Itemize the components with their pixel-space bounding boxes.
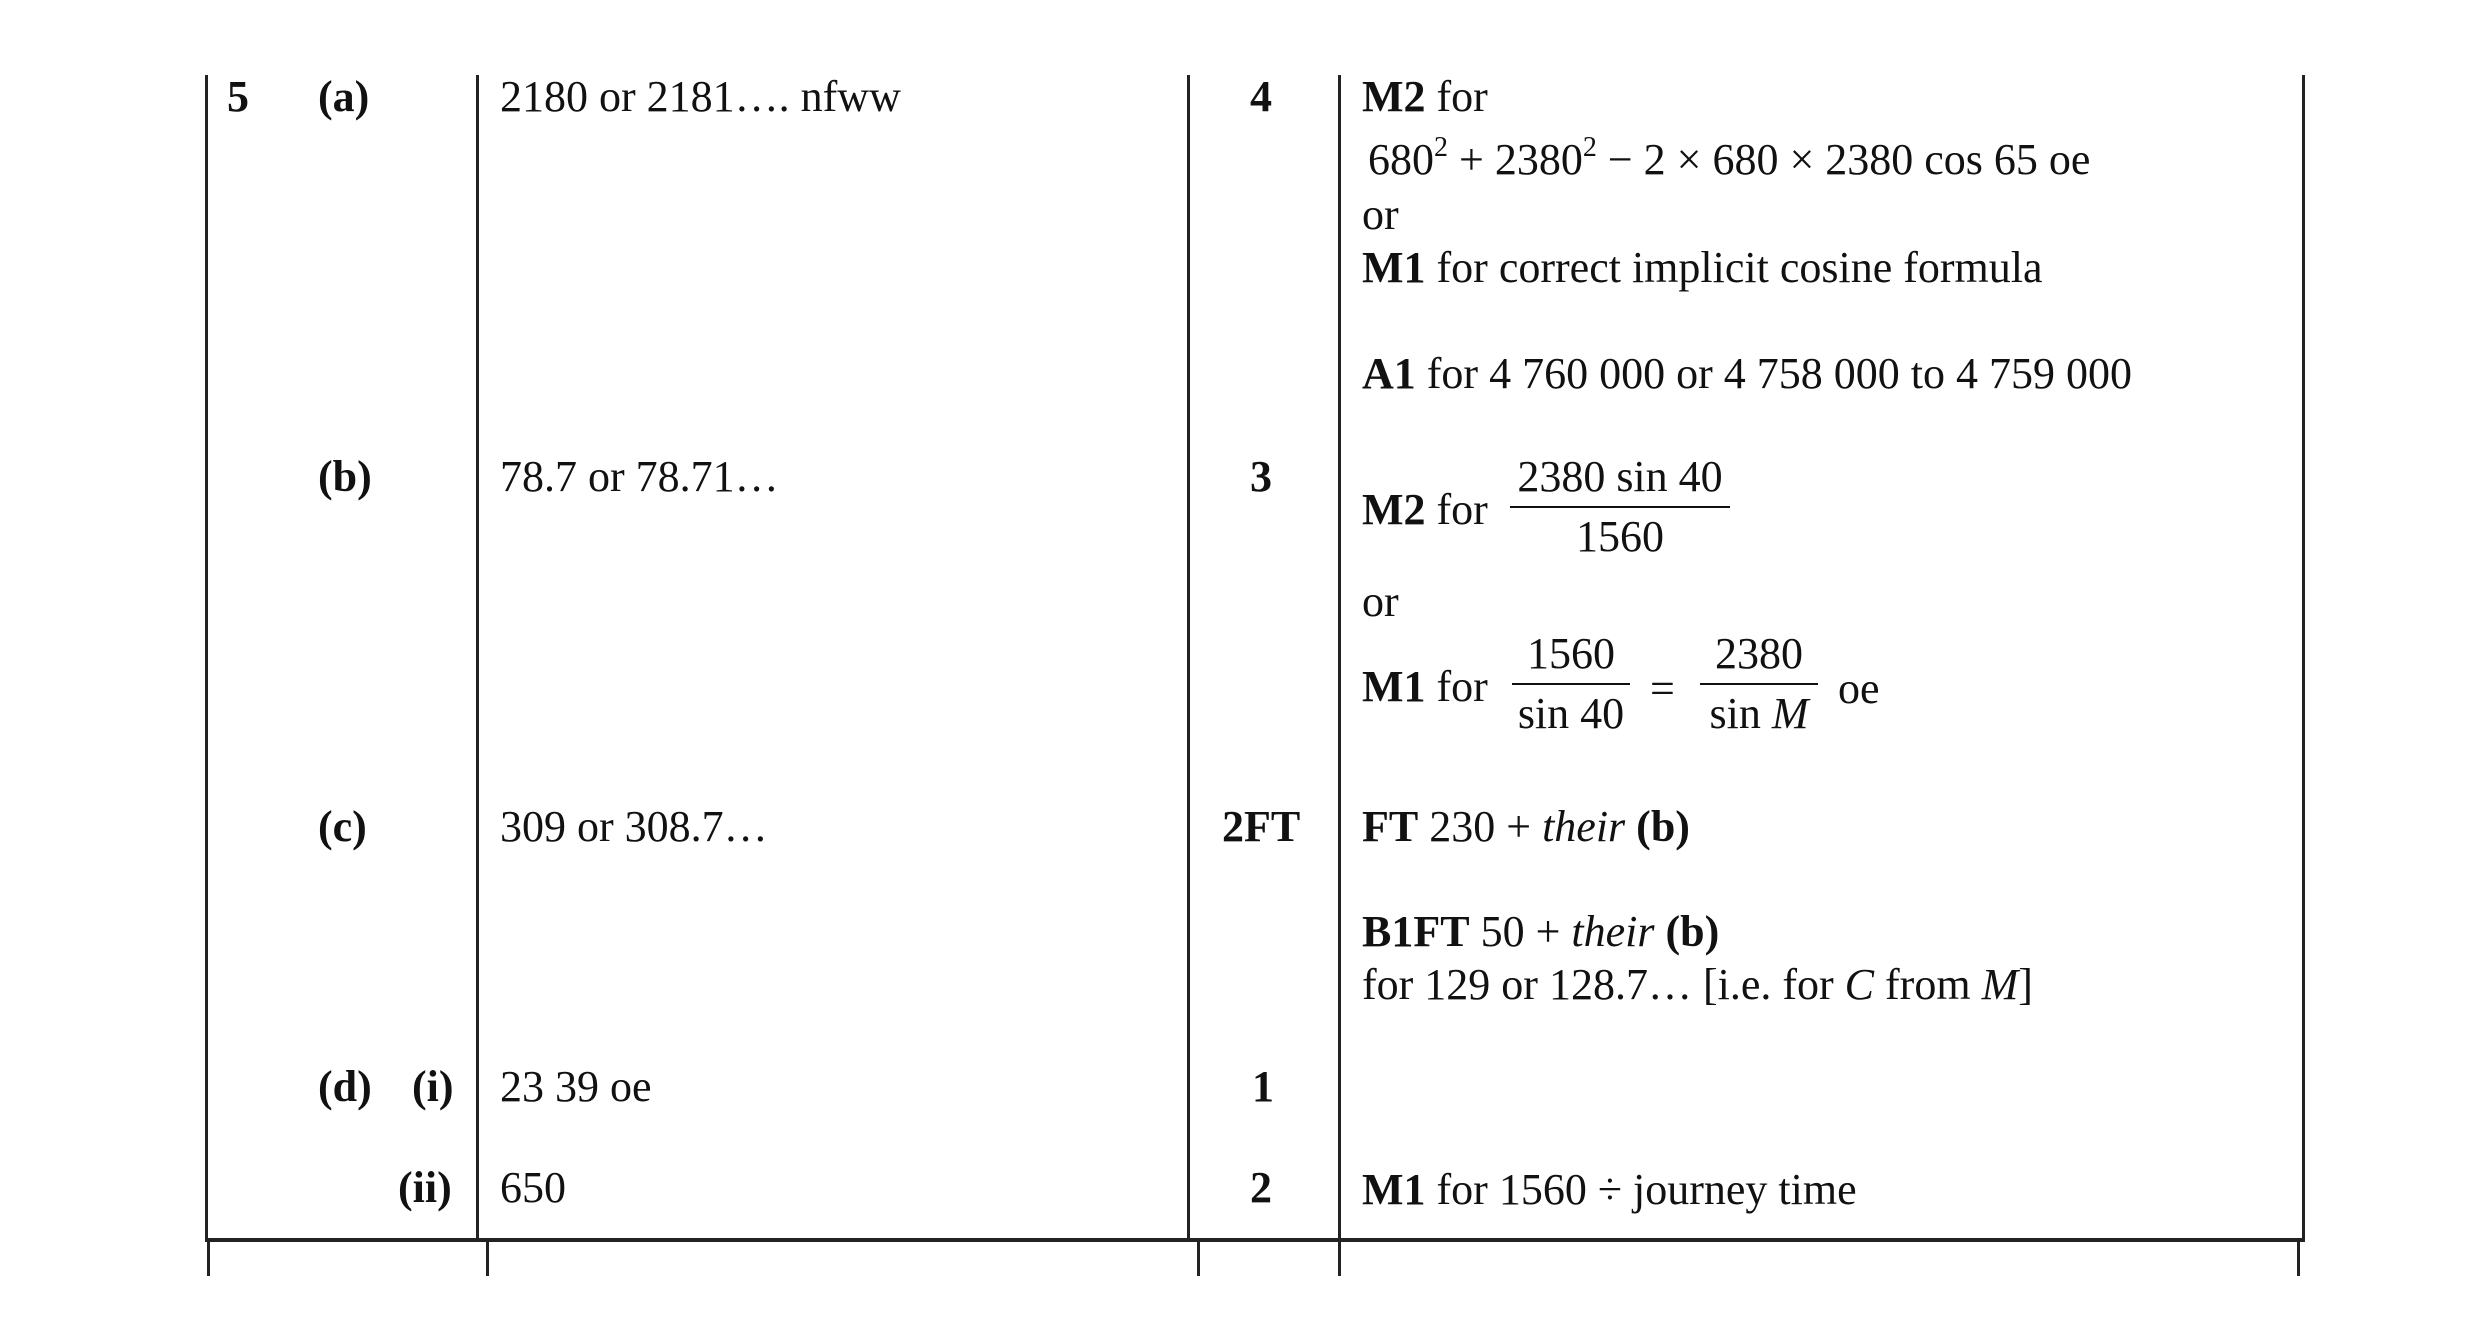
part-c-b1-line [1362,907,1719,957]
part-b-label: (b) [318,452,372,501]
part-a-m2-text: for [1436,72,1488,121]
part-b-m1-left-fraction [1512,629,1630,739]
part-a-m2-formula [1368,132,2091,185]
part-c-ft-tag: FT [1362,802,1419,851]
fraction-bar [1700,683,1818,685]
part-a-answer: 2180 or 2181…. nfww [500,72,901,121]
part-d-ii-label: (ii) [398,1163,452,1212]
part-a-formula-term3: − 2 × 680 × 2380 cos 65 oe [1607,135,2091,184]
table-right-border [2302,75,2305,1240]
part-a-formula-term1: 680 [1368,135,1434,184]
part-a-a1-line [1362,349,2132,399]
part-d-i-label: (i) [412,1062,454,1111]
part-b-m2-tag: M2 [1362,485,1426,534]
part-a-label: (a) [318,72,370,121]
table-left-border [205,75,208,1240]
part-a-m2-tag: M2 [1362,72,1426,121]
part-b-m1-right-numerator: 2380 [1715,629,1803,678]
answer-column-border [476,75,479,1240]
part-c-b1-line2 [1362,960,2033,1010]
part-a-m1-line [1362,243,2043,293]
part-b-m2-text: for [1436,485,1488,534]
part-c-answer: 309 or 308.7… [500,802,768,851]
question-number: 5 [227,72,249,121]
part-a-m1-tag: M1 [1362,243,1426,292]
part-c-ft-part: (b) [1636,802,1690,851]
point-c: C [1844,960,1875,1009]
part-b-oe: oe [1838,664,1880,713]
part-b-answer: 78.7 or 78.71… [500,452,779,501]
part-c-b1-their: their [1571,907,1655,956]
part-c-b1-part: (b) [1665,907,1720,956]
part-d-ii-answer: 650 [500,1163,566,1212]
part-b-m1-text: for [1436,662,1488,711]
part-b-m2-numerator: 2380 sin 40 [1517,452,1723,501]
part-c-label: (c) [318,802,367,851]
part-a-a1-tag: A1 [1362,349,1416,398]
part-a-a1-text: for 4 760 000 or 4 758 000 to 4 759 000 [1426,349,2132,398]
part-d-i-answer: 23 39 oe [500,1062,652,1111]
part-b-equals: = [1650,664,1675,713]
part-a-m2-line [1362,72,1488,122]
part-b-m1-line [1362,662,1488,712]
part-b-m1-right-denominator [1700,689,1818,739]
table-bottom-rule [205,1238,2305,1242]
part-b-or: or [1362,577,1399,626]
next-row-answer-stub [486,1242,489,1276]
next-row-guidance-stub [1338,1242,1341,1276]
part-b-marks: 3 [1250,452,1272,501]
part-c-ft-line [1362,802,1690,852]
part-d-ii-marks: 2 [1250,1163,1272,1212]
part-c-b1-line2-end: ] [2018,960,2033,1009]
part-d-ii-m1-line [1362,1165,1857,1215]
part-b-m1-left-numerator: 1560 [1527,629,1615,678]
point-m: M [1981,960,2019,1009]
part-c-ft-text: 230 + [1429,802,1543,851]
part-b-m2-line [1362,485,1488,535]
part-a-formula-exp2: 2 [1582,132,1597,163]
next-row-marks-stub [1197,1242,1200,1276]
guidance-column-border [1338,75,1341,1240]
part-c-b1-line2-start: for 129 or 128.7… [i.e. for [1362,960,1845,1009]
part-a-marks: 4 [1250,72,1272,121]
fraction-bar [1512,683,1630,685]
part-c-ft-their: their [1542,802,1626,851]
marks-column-border [1187,75,1190,1240]
part-a-formula-exp1: 2 [1434,132,1448,163]
part-b-m2-denominator: 1560 [1576,512,1664,561]
part-d-ii-m1-text: for 1560 ÷ journey time [1436,1165,1857,1214]
angle-m: M [1771,689,1809,738]
fraction-bar [1510,506,1730,508]
next-row-left-stub [207,1242,210,1276]
part-d-label: (d) [318,1062,372,1111]
sin-text: sin [1709,689,1772,738]
part-a-or: or [1362,190,1399,239]
part-a-m1-text: for correct implicit cosine formula [1436,243,2043,292]
part-d-i-marks: 1 [1252,1062,1274,1111]
part-c-b1-line2-mid: from [1874,960,1982,1009]
part-b-m1-tag: M1 [1362,662,1426,711]
part-b-m1-right-fraction [1700,629,1818,739]
part-b-m1-left-denominator: sin 40 [1517,689,1625,738]
part-c-marks: 2FT [1222,802,1301,851]
part-d-ii-m1-tag: M1 [1362,1165,1426,1214]
next-row-right-stub [2297,1242,2300,1276]
part-a-formula-term2: + 2380 [1459,135,1583,184]
part-b-m2-fraction [1510,452,1730,562]
part-c-b1-tag: B1FT [1362,907,1470,956]
part-c-b1-text: 50 + [1480,907,1572,956]
